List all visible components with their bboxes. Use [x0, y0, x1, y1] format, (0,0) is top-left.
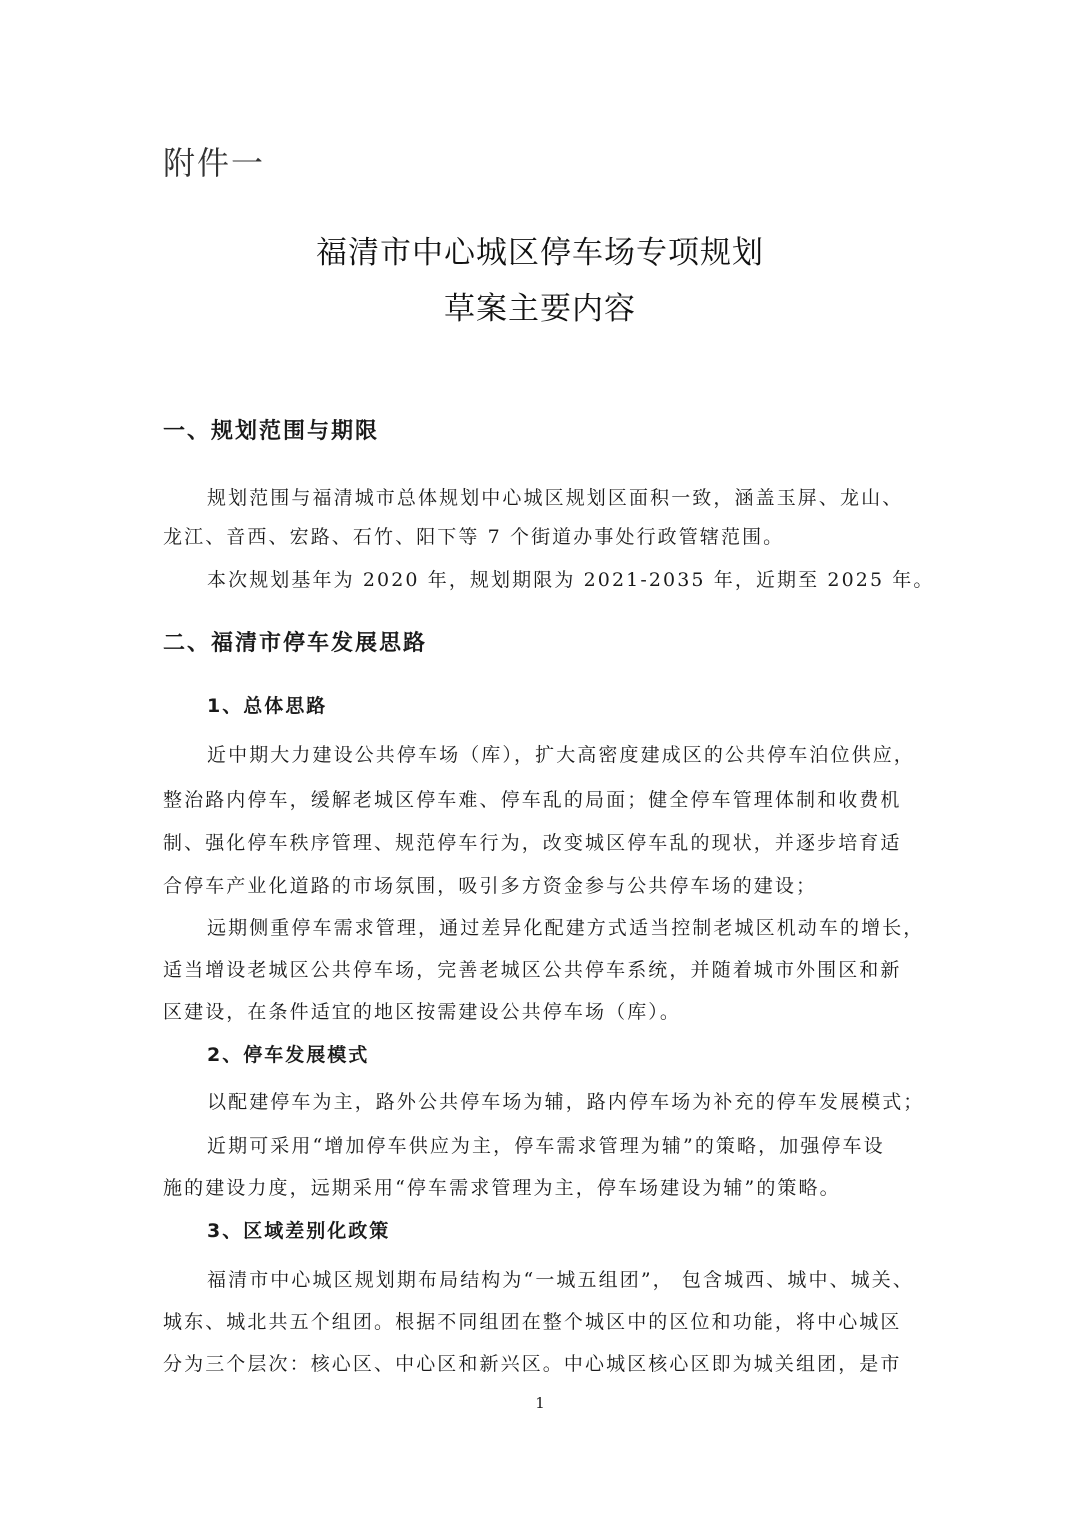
- subsection1-paragraph1-line3: 制、强化停车秩序管理、规范停车行为，改变城区停车乱的现状，并逐步培育适: [163, 832, 902, 854]
- section1-heading: 一、规划范围与期限: [163, 419, 380, 444]
- subsection3-heading: 3、区域差别化政策: [207, 1220, 391, 1242]
- subsection2-paragraph2-line1: 近期可采用“增加停车供应为主，停车需求管理为辅”的策略，加强停车设: [207, 1135, 885, 1157]
- subsection1-paragraph2-line2: 适当增设老城区公共停车场，完善老城区公共停车系统，并随着城市外围区和新: [163, 959, 902, 981]
- subsection3-paragraph1-line1: 福清市中心城区规划期布局结构为“一城五组团”， 包含城西、城中、城关、: [207, 1269, 914, 1291]
- subsection1-paragraph2-line3: 区建设，在条件适宜的地区按需建设公共停车场（库）。: [163, 1001, 682, 1023]
- subsection2-paragraph1-line1: 以配建停车为主，路外公共停车场为辅，路内停车场为补充的停车发展模式；: [207, 1091, 925, 1113]
- document-title-line2: 草案主要内容: [444, 291, 636, 327]
- subsection2-heading: 2、停车发展模式: [207, 1044, 370, 1066]
- subsection1-paragraph1-line1: 近中期大力建设公共停车场（库），扩大高密度建成区的公共停车泊位供应，: [207, 744, 915, 766]
- subsection1-paragraph2-line1: 远期侧重停车需求管理，通过差异化配建方式适当控制老城区机动车的增长，: [207, 917, 925, 939]
- page-number: 1: [535, 1394, 545, 1412]
- subsection2-paragraph2-line2: 施的建设力度，远期采用“停车需求管理为主，停车场建设为辅”的策略。: [163, 1177, 841, 1199]
- subsection3-paragraph1-line3: 分为三个层次：核心区、中心区和新兴区。中心城区核心区即为城关组团，是市: [163, 1353, 902, 1375]
- section1-paragraph1-line1: 规划范围与福清城市总体规划中心城区规划区面积一致，涵盖玉屏、龙山、: [207, 487, 904, 509]
- subsection1-paragraph1-line2: 整治路内停车，缓解老城区停车难、停车乱的局面；健全停车管理体制和收费机: [163, 789, 902, 811]
- section2-heading: 二、福清市停车发展思路: [163, 631, 428, 656]
- subsection3-paragraph1-line2: 城东、城北共五个组团。根据不同组团在整个城区中的区位和功能，将中心城区: [163, 1311, 902, 1333]
- subsection1-heading: 1、总体思路: [207, 695, 328, 717]
- subsection1-paragraph1-line4: 合停车产业化道路的市场氛围，吸引多方资金参与公共停车场的建设；: [163, 875, 818, 897]
- section1-paragraph1-line2: 龙江、音西、宏路、石竹、阳下等 7 个街道办事处行政管辖范围。: [163, 526, 785, 548]
- section1-paragraph2-line1: 本次规划基年为 2020 年，规划期限为 2021-2035 年，近期至 2025 年。: [207, 569, 935, 591]
- attachment-label: 附件一: [163, 144, 266, 182]
- document-title-line1: 福清市中心城区停车场专项规划: [316, 235, 764, 271]
